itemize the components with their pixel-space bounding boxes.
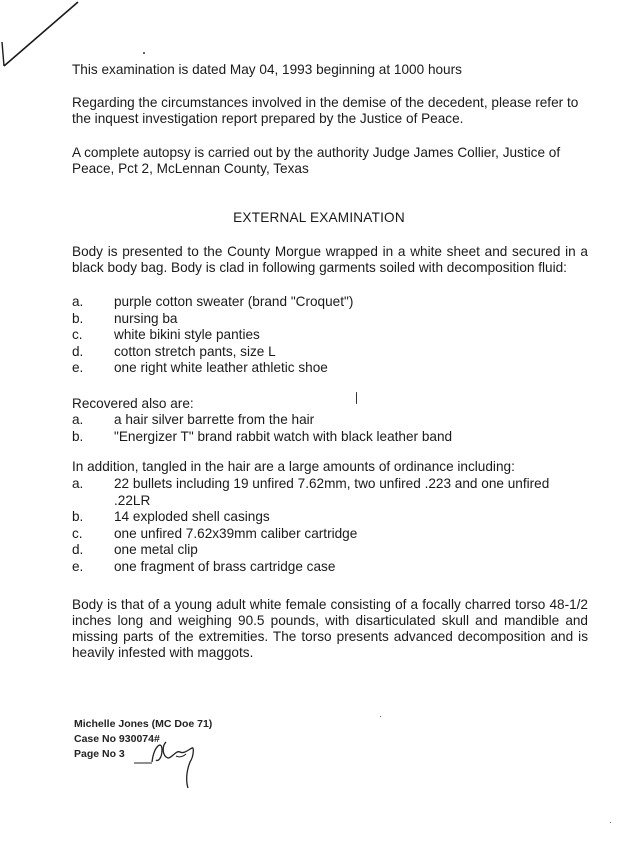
body-presented-paragraph: Body is presented to the County Morgue wrapped in a white sheet and secured in a black body bag. Body is clad in following garments soiled with decomposition fluid:	[72, 244, 588, 275]
exam-date-line: This examination is dated May 04, 1993 beginning at 1000 hours	[72, 62, 462, 77]
list-item: d. cotton stretch pants, size L	[72, 343, 276, 359]
list-item: d. one metal clip	[72, 542, 198, 557]
scan-speck	[143, 52, 145, 54]
ordinance-list	[72, 476, 592, 575]
list-item: c. white bikini style panties	[72, 327, 260, 342]
autopsy-authority-paragraph: A complete autopsy is carried out by the authority Judge James Collier, Justice of Peace, Pct 2, McLennan County, Texas	[72, 145, 561, 176]
garments-list	[72, 294, 592, 377]
list-item: b. 14 exploded shell casings	[72, 509, 270, 524]
handwritten-initials	[132, 736, 202, 792]
footer-name-line: Michelle Jones (MC Doe 71)	[74, 718, 213, 730]
list-item: a. 22 bullets including 19 unfired 7.62mm, two unfired .223 and one unfired .22LR	[72, 476, 550, 508]
list-item: c. one unfired 7.62x39mm caliber cartridge	[72, 525, 358, 541]
section-heading: EXTERNAL EXAMINATION	[233, 210, 405, 225]
ordinance-heading: In addition, tangled in the hair are a large amounts of ordinance including:	[72, 459, 515, 474]
circumstances-paragraph: Regarding the circumstances involved in the demise of the decedent, please refer to the inquest investigation report prepared by the Justice of Peace.	[72, 95, 579, 126]
recovered-list	[72, 412, 592, 445]
list-item: b. "Energizer T" brand rabbit watch with black leather band	[72, 428, 453, 444]
list-item: e. one fragment of brass cartridge case	[72, 558, 336, 574]
list-item: e. one right white leather athletic shoe	[72, 360, 328, 375]
list-item: a. purple cotton sweater (brand "Croquet")	[72, 294, 354, 309]
body-description-paragraph: Body is that of a young adult white female consisting of a focally charred torso 48-1/2 inches long and weighing 90.5 pounds, with disarticulated skull and mandible and missing parts of the extremities. The torso presents advanced decomposition and is heavily infested with maggots.	[72, 597, 588, 660]
list-item: a. a hair silver barrette from the hair	[72, 412, 315, 427]
footer-page-line: Page No 3	[74, 748, 125, 760]
footer-case-line: Case No 930074#	[74, 733, 160, 745]
corner-fold-mark	[0, 0, 80, 80]
recovered-heading: Recovered also are:	[72, 396, 194, 411]
scan-speck	[610, 822, 611, 823]
list-item: b. nursing ba	[72, 310, 178, 326]
scan-speck	[380, 716, 381, 717]
